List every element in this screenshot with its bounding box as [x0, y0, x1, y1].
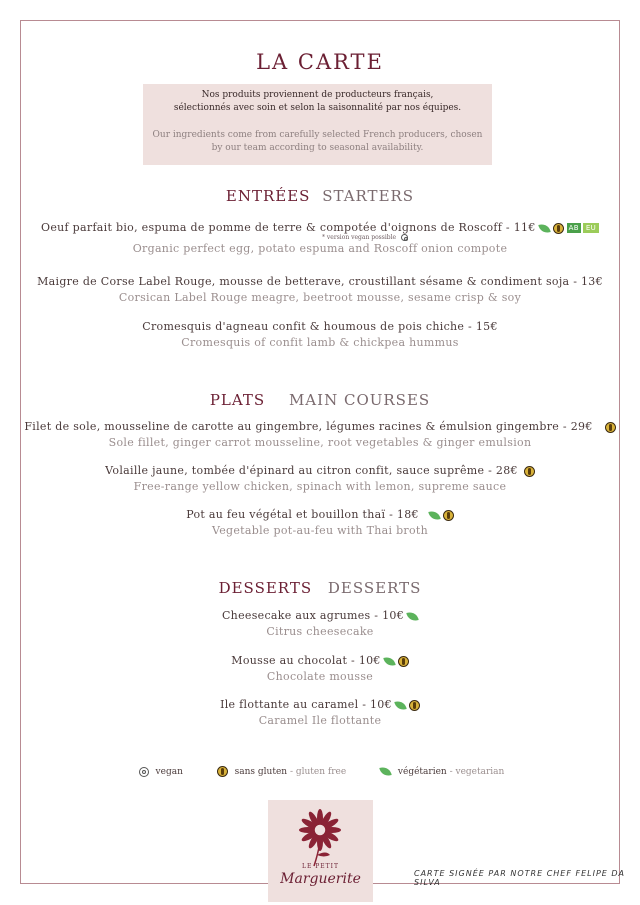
item-fr — [0, 420, 640, 433]
menu-item-meagre — [0, 275, 640, 304]
intro-box — [143, 84, 492, 165]
item-fr-text: Cheesecake aux agrumes - 10€ — [221, 609, 405, 622]
menu-item-cheesecake — [0, 609, 640, 638]
chef-signature: CARTE SIGNÉE PAR NOTRE CHEF FELIPE DA SILVA — [414, 869, 626, 887]
vegetarian-leaf-icon — [379, 766, 391, 777]
daisy-flower-icon — [268, 800, 373, 870]
logo-text — [268, 863, 373, 887]
item-fr-text: Oeuf parfait bio, espuma de pomme de terre & compotée d'oignons de Roscoff - 11€ — [41, 221, 536, 234]
item-en: Corsican Label Rouge meagre, beetroot mousse, sesame crisp & soy — [118, 291, 522, 304]
item-en: Caramel Ile flottante — [258, 714, 382, 727]
vegan-option-note: * version vegan possible — [322, 234, 397, 241]
item-fr-text: Volaille jaune, tombée d'épinard au citron confit, sauce suprême - 28€ — [105, 464, 518, 477]
item-fr: Maigre de Corse Label Rouge, mousse de betterave, croustillant sésame & condiment soja - 13€ — [37, 275, 603, 288]
gluten-free-icon — [524, 466, 535, 477]
section-desserts-heading — [0, 579, 640, 597]
mains-title-en: MAIN COURSES — [288, 391, 431, 409]
menu-item-ile-flottante — [0, 698, 640, 727]
desserts-title-en: DESSERTS — [327, 579, 422, 597]
organic-eu-logo: EU — [583, 223, 599, 233]
section-starters-heading — [0, 187, 640, 205]
legend-vegan — [136, 767, 183, 778]
restaurant-logo — [268, 800, 373, 902]
starters-title-en: STARTERS — [322, 187, 415, 205]
item-fr — [0, 464, 640, 477]
item-fr — [0, 508, 640, 521]
item-fr-text: Mousse au chocolat - 10€ — [231, 654, 381, 667]
item-fr — [0, 698, 640, 711]
legend-gluten-free — [214, 766, 346, 777]
mains-title-fr: PLATS — [209, 391, 266, 409]
gluten-free-icon — [443, 510, 454, 521]
intro-fr-line2: sélectionnés avec soin et selon la saisonnalité par nos équipes. — [173, 103, 462, 113]
item-en: Citrus cheesecake — [266, 625, 374, 638]
item-fr — [0, 654, 640, 667]
item-fr — [0, 221, 640, 234]
legend-vegetarian — [377, 767, 504, 777]
intro-fr-line1: Nos produits proviennent de producteurs français, — [201, 90, 434, 100]
menu-item-chicken — [0, 464, 640, 493]
desserts-title-fr: DESSERTS — [218, 579, 313, 597]
menu-item-sole — [0, 420, 640, 449]
gluten-free-icon — [409, 700, 420, 711]
vegetarian-leaf-icon — [538, 223, 550, 234]
menu-item-egg — [0, 221, 640, 255]
vegan-icon — [401, 234, 408, 241]
gluten-free-icon — [217, 766, 228, 777]
item-en: Chocolate mousse — [266, 670, 374, 683]
organic-label-icon — [567, 223, 599, 233]
menu-item-pot-au-feu — [0, 508, 640, 537]
item-en: Organic perfect egg, potato espuma and Roscoff onion compote — [132, 242, 508, 255]
item-en: Free-range yellow chicken, spinach with lemon, supreme sauce — [133, 480, 507, 493]
gluten-free-icon — [605, 422, 616, 433]
item-fr — [0, 609, 640, 622]
page-title: LA CARTE — [256, 50, 384, 74]
legend-vegan-label: vegan — [155, 767, 183, 777]
legend-gluten-en: - gluten free — [289, 767, 347, 777]
vegetarian-leaf-icon — [383, 656, 395, 667]
logo-big-text: Marguerite — [280, 871, 361, 887]
intro-en-line2: by our team according to seasonal availability. — [211, 143, 424, 153]
gluten-free-icon — [553, 223, 564, 234]
organic-ab-logo: AB — [568, 224, 579, 232]
vegetarian-leaf-icon — [394, 700, 406, 711]
legend — [0, 766, 640, 777]
item-fr-text: Ile flottante au caramel - 10€ — [220, 698, 392, 711]
vegan-icon — [139, 767, 149, 777]
item-fr-text: Pot au feu végétal et bouillon thaï - 18€ — [186, 508, 419, 521]
legend-veg-label: végétarien — [397, 767, 447, 777]
item-en: Vegetable pot-au-feu with Thai broth — [211, 524, 429, 537]
menu-item-mousse — [0, 654, 640, 683]
section-mains-heading — [0, 391, 640, 409]
menu-item-cromesquis — [0, 320, 640, 349]
logo-small-text: LE PETIT — [301, 863, 340, 870]
item-note — [90, 234, 640, 241]
item-en: Cromesquis of confit lamb & chickpea hummus — [181, 336, 459, 349]
legend-gluten-label: sans gluten — [234, 767, 288, 777]
intro-en-line1: Our ingredients come from carefully selected French producers, chosen — [152, 130, 483, 140]
item-en: Sole fillet, ginger carrot mousseline, root vegetables & ginger emulsion — [108, 436, 532, 449]
vegetarian-leaf-icon — [406, 611, 418, 622]
legend-veg-en: - vegetarian — [449, 767, 505, 777]
item-fr: Cromesquis d'agneau confit & houmous de pois chiche - 15€ — [142, 320, 498, 333]
vegetarian-leaf-icon — [428, 510, 440, 521]
item-fr-text: Filet de sole, mousseline de carotte au gingembre, légumes racines & émulsion gingembre - 29€ — [24, 420, 593, 433]
starters-title-fr: ENTRÉES — [225, 187, 311, 205]
gluten-free-icon — [398, 656, 409, 667]
